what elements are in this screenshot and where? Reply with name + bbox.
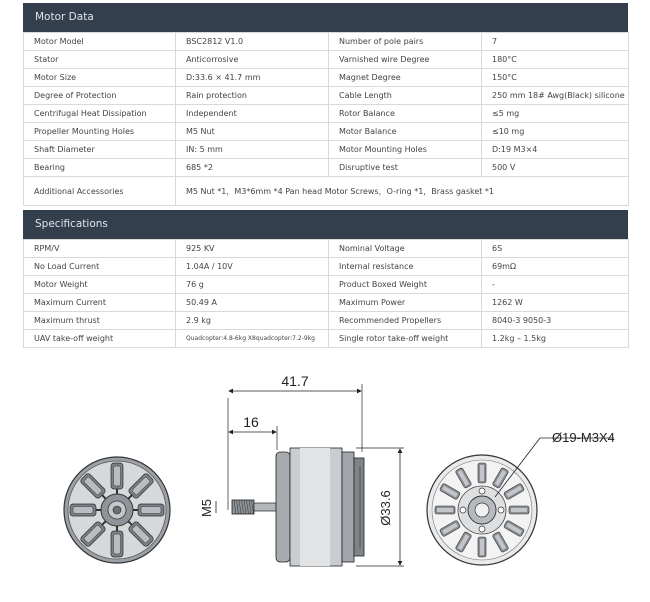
spec-label-cell: Recommended Propellers	[329, 312, 482, 330]
spec-label-cell: Product Boxed Weight	[329, 276, 482, 294]
spec-value-cell: 685 *2	[176, 159, 329, 177]
dim-thread-label: M5	[199, 498, 214, 518]
specifications-row	[24, 312, 629, 330]
spec-label-cell: Stator	[24, 51, 176, 69]
spec-label-cell: Internal resistance	[329, 258, 482, 276]
spec-value-cell: 7	[482, 33, 629, 51]
spec-label-cell: Number of pole pairs	[329, 33, 482, 51]
spec-label-cell: Bearing	[24, 159, 176, 177]
spec-label-cell: Motor Weight	[24, 276, 176, 294]
spec-value-cell: M5 Nut	[176, 123, 329, 141]
motor-data-row	[24, 123, 629, 141]
spec-label-cell: Motor Mounting Holes	[329, 141, 482, 159]
specifications-row	[24, 294, 629, 312]
specifications-row	[24, 240, 629, 258]
specifications-header	[23, 210, 628, 239]
spec-value-cell: 2.9 kg	[176, 312, 329, 330]
specifications-row	[24, 276, 629, 294]
spec-value-cell: Anticorrosive	[176, 51, 329, 69]
spec-label-cell: Magnet Degree	[329, 69, 482, 87]
spec-label-cell: RPM/V	[24, 240, 176, 258]
spec-label-cell: Additional Accessories	[24, 177, 176, 206]
spec-label-cell: Motor Size	[24, 69, 176, 87]
spec-value-cell: Quadcopter:4.8-6kg X8quadcopter:7.2-9kg	[176, 330, 329, 348]
motor-top-view	[64, 457, 170, 563]
spec-value-cell: Independent	[176, 105, 329, 123]
spec-label-cell: Nominal Voltage	[329, 240, 482, 258]
spec-value-cell: 1.2kg – 1.5kg	[482, 330, 629, 348]
motor-bottom-view	[427, 438, 614, 565]
spec-label-cell: Cable Length	[329, 87, 482, 105]
dim-shaft-label: 16	[243, 414, 259, 430]
motor-side-view	[199, 373, 404, 566]
spec-label-cell: Propeller Mounting Holes	[24, 123, 176, 141]
spec-value-cell: 500 V	[482, 159, 629, 177]
spec-label-cell: No Load Current	[24, 258, 176, 276]
specifications-row	[24, 330, 629, 348]
spec-value-cell: 150°C	[482, 69, 629, 87]
spec-label-cell: Motor Model	[24, 33, 176, 51]
motor-data-title: Motor Data	[35, 11, 94, 23]
spec-value-cell: 69mΩ	[482, 258, 629, 276]
spec-value-cell: 8040-3 9050-3	[482, 312, 629, 330]
spec-value-cell: M5 Nut *1，M3*6mm *4 Pan head Motor Screws，O-ring *1，Brass gasket *1	[176, 177, 629, 206]
specifications-title: Specifications	[35, 218, 108, 230]
spec-label-cell: UAV take-off weight	[24, 330, 176, 348]
motor-data-table	[23, 32, 629, 206]
spec-label-cell: Varnished wire Degree	[329, 51, 482, 69]
motor-data-accessories-row	[24, 177, 629, 206]
motor-data-header	[23, 3, 628, 32]
motor-data-row	[24, 159, 629, 177]
spec-value-cell: BSC2812 V1.0	[176, 33, 329, 51]
spec-value-cell: 925 KV	[176, 240, 329, 258]
spec-label-cell: Disruptive test	[329, 159, 482, 177]
spec-value-cell: 6S	[482, 240, 629, 258]
motor-data-row	[24, 105, 629, 123]
spec-value-cell: 1262 W	[482, 294, 629, 312]
spec-label-cell: Single rotor take-off weight	[329, 330, 482, 348]
motor-data-row	[24, 87, 629, 105]
spec-value-cell: ≤5 mg	[482, 105, 629, 123]
spec-label-cell: Centrifugal Heat Dissipation	[24, 105, 176, 123]
motor-data-row	[24, 69, 629, 87]
spec-value-cell: -	[482, 276, 629, 294]
dim-length-label: 41.7	[281, 373, 309, 389]
spec-value-cell: 180°C	[482, 51, 629, 69]
spec-value-cell: 250 mm 18# Awg(Black) silicone	[482, 87, 629, 105]
spec-label-cell: Shaft Diameter	[24, 141, 176, 159]
specifications-row	[24, 258, 629, 276]
motor-data-row	[24, 51, 629, 69]
spec-label-cell: Maximum thrust	[24, 312, 176, 330]
spec-value-cell: 76 g	[176, 276, 329, 294]
spec-value-cell: 50.49 A	[176, 294, 329, 312]
spec-value-cell: ≤10 mg	[482, 123, 629, 141]
spec-label-cell: Motor Balance	[329, 123, 482, 141]
spec-label-cell: Maximum Current	[24, 294, 176, 312]
specifications-table	[23, 239, 629, 348]
dim-mount-label: Ø19-M3X4	[552, 430, 615, 445]
motor-data-row	[24, 33, 629, 51]
spec-value-cell: D:19 M3×4	[482, 141, 629, 159]
motor-technical-drawing	[0, 360, 650, 602]
spec-value-cell: D:33.6 × 41.7 mm	[176, 69, 329, 87]
spec-label-cell: Rotor Balance	[329, 105, 482, 123]
spec-value-cell: Rain protection	[176, 87, 329, 105]
spec-value-cell: IN: 5 mm	[176, 141, 329, 159]
spec-label-cell: Maximum Power	[329, 294, 482, 312]
motor-data-row	[24, 141, 629, 159]
spec-value-cell: 1.04A / 10V	[176, 258, 329, 276]
spec-label-cell: Degree of Protection	[24, 87, 176, 105]
dim-diameter-label: Ø33.6	[378, 490, 393, 526]
